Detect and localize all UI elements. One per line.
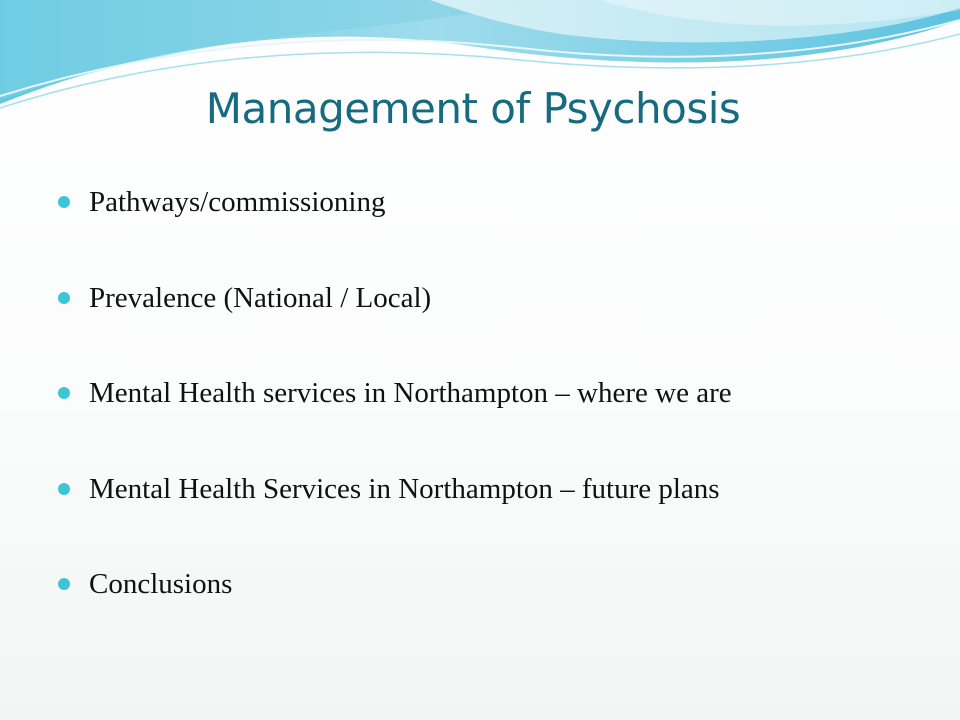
bullet-item — [58, 566, 938, 662]
bullet-item — [58, 375, 938, 471]
bullet-item — [58, 184, 938, 280]
bullet-list — [58, 184, 938, 662]
bullet-dot-icon — [58, 387, 70, 399]
bullet-item — [58, 471, 938, 567]
bullet-text: Mental Health Services in Northampton – future plans — [89, 472, 720, 505]
bullet-text: Prevalence (National / Local) — [89, 281, 432, 314]
bullet-dot-icon — [58, 292, 70, 304]
bullet-text: Mental Health services in Northampton – where we are — [89, 377, 732, 409]
slide-title: Management of Psychosis — [205, 84, 741, 133]
bullet-item — [58, 280, 938, 376]
bullet-dot-icon — [58, 196, 70, 208]
bullet-text: Conclusions — [89, 568, 233, 600]
bullet-text: Pathways/commissioning — [89, 186, 386, 218]
bullet-dot-icon — [58, 483, 70, 495]
bullet-dot-icon — [58, 578, 70, 590]
